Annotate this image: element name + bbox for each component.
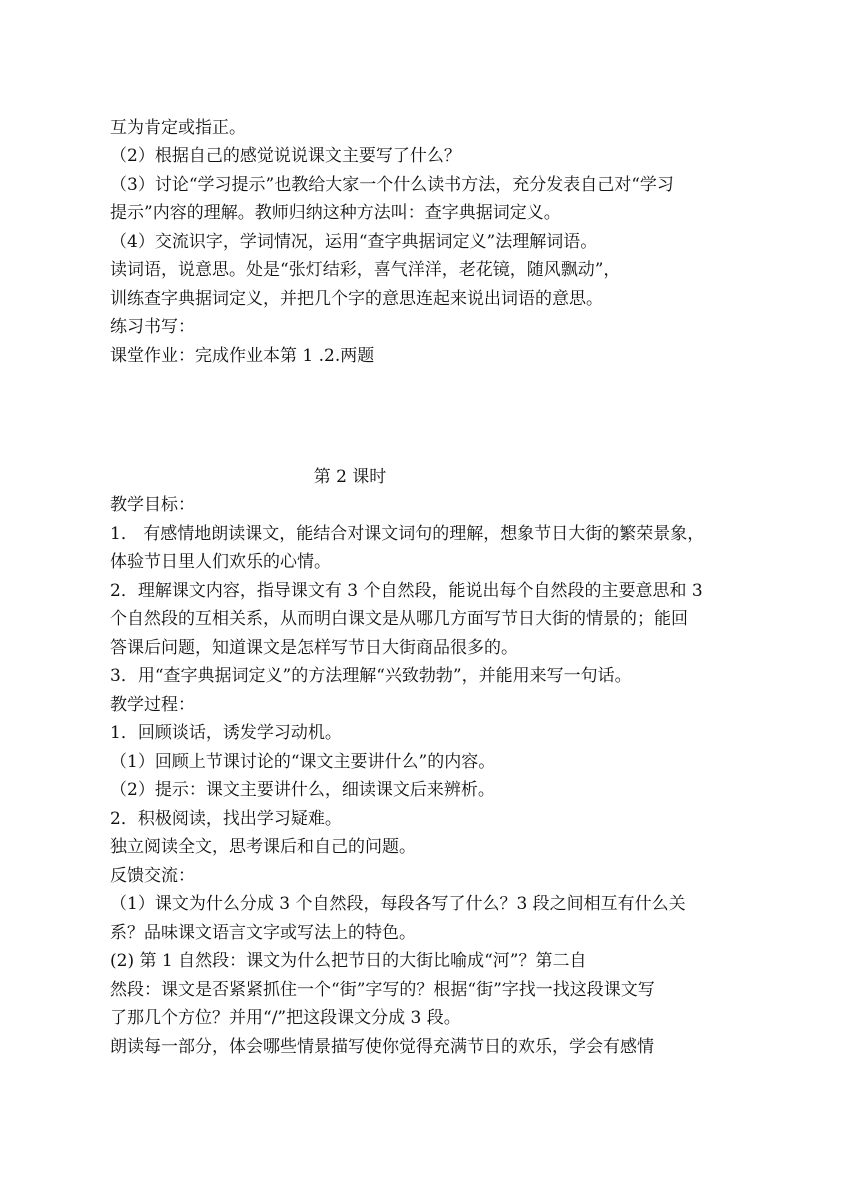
text-line: 系？品味课文语言文字或写法上的特色。 [110, 923, 416, 943]
text-line: 2．积极阅读，找出学习疑难。 [110, 809, 342, 829]
text-line: 独立阅读全文，思考课后和自己的问题。 [110, 837, 416, 857]
text-line: 1． 有感情地朗读课文，能结合对课文词句的理解，想象节日大街的繁荣景象， [110, 524, 705, 544]
text-line: 个自然段的互相关系，从而明白课文是从哪几方面写节日大街的情景的；能回 [110, 609, 688, 629]
text-line: 3．用“查字典据词定义”的方法理解“兴致勃勃”，并能用来写一句话。 [110, 666, 632, 686]
text-line: 2．理解课文内容，指导课文有 3 个自然段，能说出每个自然段的主要意思和 3 [110, 581, 703, 601]
text-line: 教学目标： [110, 495, 195, 515]
lesson-title: 第 2 课时 [313, 467, 387, 487]
text-line: 训练查字典据词定义，并把几个字的意思连起来说出词语的意思。 [110, 289, 603, 309]
text-line: 反馈交流： [110, 866, 195, 886]
text-line: 课堂作业：完成作业本第 1 .2.两题 [110, 346, 375, 366]
text-line: （2）提示：课文主要讲什么，细读课文后来辨析。 [110, 780, 495, 800]
text-line: 体验节日里人们欢乐的心情。 [110, 552, 331, 572]
text-line: 练习书写： [110, 317, 195, 337]
text-line: 提示”内容的理解。教师归纳这种方法叫：查字典据词定义。 [110, 203, 561, 223]
text-line: （1）回顾上节课讨论的“课文主要讲什么”的内容。 [110, 752, 496, 772]
text-line: 1．回顾谈话，诱发学习动机。 [110, 723, 342, 743]
text-line: 教学过程： [110, 695, 195, 715]
text-line: 读词语，说意思。处是“张灯结彩，喜气洋洋，老花镜，随风飘动”， [110, 260, 621, 280]
text-line: 朗读每一部分，体会哪些情景描写使你觉得充满节日的欢乐，学会有感情 [110, 1037, 654, 1057]
text-line: 答课后问题，知道课文是怎样写节日大街商品很多的。 [110, 638, 518, 658]
text-line: 互为肯定或指正。 [110, 118, 246, 138]
text-line: （3）讨论“学习提示”也教给大家一个什么读书方法，充分发表自己对“学习 [110, 175, 674, 195]
text-line: （2）根据自己的感觉说说课文主要写了什么？ [110, 146, 461, 166]
text-line: 然段：课文是否紧紧抓住一个“街”字写的？根据“街”字找一找这段课文写 [110, 980, 655, 1000]
text-line: （1）课文为什么分成 3 个自然段，每段各写了什么？3 段之间相互有什么关 [110, 894, 686, 914]
text-line: 了那几个方位？并用“/”把这段课文分成 3 段。 [110, 1008, 461, 1028]
text-line: （4）交流识字，学词情况，运用“查字典据词定义”法理解词语。 [110, 232, 598, 252]
text-line: (2) 第 1 自然段：课文为什么把节日的大街比喻成“河”？第二自 [110, 951, 587, 971]
